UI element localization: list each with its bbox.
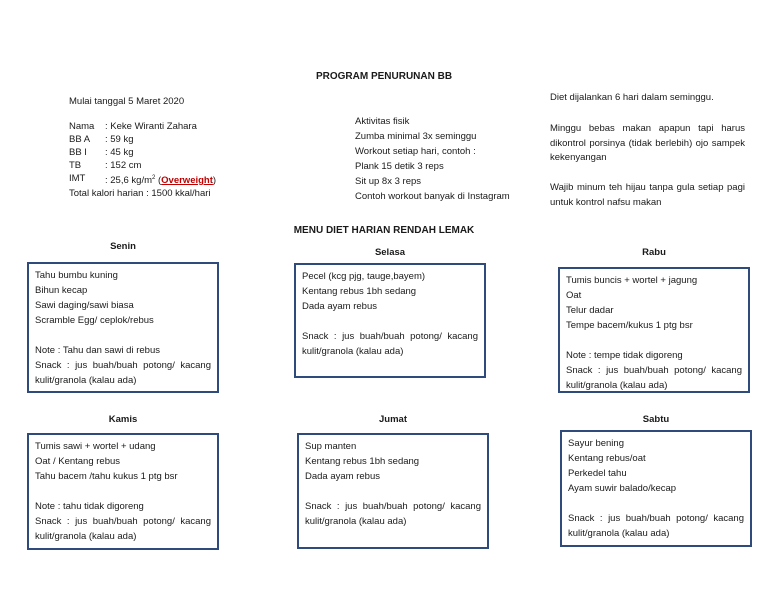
menu-item: Tahu bacem /tahu kukus 1 ptg bsr — [35, 471, 178, 482]
activity-line: Sit up 8x 3 reps — [355, 176, 422, 187]
menu-item: Sawi daging/sawi biasa — [35, 300, 134, 311]
menu-snack: Snack : jus buah/buah potong/ kacang kulit/granola (kalau ada) — [568, 513, 744, 539]
profile-name-row — [69, 120, 216, 133]
menu-item: Tumis buncis + wortel + jagung — [566, 275, 698, 286]
menu-item: Tempe bacem/kukus 1 ptg bsr — [566, 320, 693, 331]
profile-bba-label: BB A — [69, 134, 91, 145]
profile-imt-value — [105, 172, 216, 187]
profile-bbi-row — [69, 146, 216, 159]
profile-bbi-label: BB I — [69, 147, 87, 158]
spacer — [35, 328, 211, 343]
profile-bbi-value: : 45 kg — [105, 147, 134, 158]
profile-imt-sup: 2 — [152, 175, 156, 181]
menu-item: Tahu bumbu kuning — [35, 270, 118, 281]
activity-block — [355, 114, 510, 204]
profile-tb-label: TB — [69, 160, 82, 171]
day-title-rabu: Rabu — [642, 247, 666, 258]
menu-item: Ayam suwir balado/kecap — [568, 483, 677, 494]
menu-item: Sup manten — [305, 441, 357, 452]
activity-line: Zumba minimal 3x seminggu — [355, 131, 477, 142]
spacer — [568, 496, 744, 511]
menu-item: Kentang rebus 1bh sedang — [302, 286, 417, 297]
menu-item: Sayur bening — [568, 438, 624, 449]
profile-imt-close: ) — [212, 175, 217, 187]
note-green-tea: Wajib minum teh hijau tanpa gula setiap pagi untuk kontrol nafsu makan — [550, 182, 745, 208]
menu-box-rabu — [558, 267, 750, 393]
menu-item: Bihun kecap — [35, 285, 88, 296]
day-title-selasa: Selasa — [374, 247, 406, 258]
profile-imt-number: : 25,6 kg/m — [105, 175, 152, 187]
spacer — [305, 484, 481, 499]
menu-item: Perkedel tahu — [568, 468, 627, 479]
menu-title: MENU DIET HARIAN RENDAH LEMAK — [293, 225, 475, 236]
note-free-sunday: Minggu bebas makan apapun tapi harus dikontrol porsinya (tidak berlebih) ojo sampek kekenyangan — [550, 123, 745, 163]
start-date: Mulai tanggal 5 Maret 2020 — [69, 96, 185, 107]
menu-box-jumat — [297, 433, 489, 549]
menu-box-selasa — [294, 263, 486, 378]
menu-snack: Snack : jus buah/buah potong/ kacang kulit/granola (kalau ada) — [302, 331, 478, 357]
day-title-sabtu: Sabtu — [642, 414, 670, 425]
page-title: PROGRAM PENURUNAN BB — [315, 71, 453, 82]
profile-bba-row — [69, 133, 216, 146]
menu-box-sabtu — [560, 430, 752, 547]
menu-item: Kentang rebus/oat — [568, 453, 646, 464]
menu-snack: Snack : jus buah/buah potong/ kacang kulit/granola (kalau ada) — [35, 516, 211, 542]
menu-item: Oat / Kentang rebus — [35, 456, 121, 467]
overweight-status: Overweight — [161, 175, 213, 187]
menu-item: Scramble Egg/ ceplok/rebus — [35, 315, 154, 326]
day-title-kamis: Kamis — [108, 414, 138, 425]
menu-note: Note : tahu tidak digoreng — [35, 501, 144, 512]
menu-snack: Snack : jus buah/buah potong/ kacang kulit/granola (kalau ada) — [566, 365, 742, 391]
activity-line: Aktivitas fisik — [355, 116, 410, 127]
menu-box-senin — [27, 262, 219, 393]
menu-item: Telur dadar — [566, 305, 614, 316]
profile-imt-label: IMT — [69, 173, 86, 184]
spacer — [566, 333, 742, 348]
activity-line: Workout setiap hari, contoh : — [355, 146, 476, 157]
menu-note: Note : Tahu dan sawi di rebus — [35, 345, 160, 356]
profile-name-value: : Keke Wiranti Zahara — [105, 121, 197, 132]
menu-item: Tumis sawi + wortel + udang — [35, 441, 156, 452]
activity-line: Contoh workout banyak di Instagram — [355, 191, 510, 202]
note-diet-days: Diet dijalankan 6 hari dalam seminggu. — [550, 92, 714, 103]
profile-block — [69, 120, 216, 200]
profile-bba-value: : 59 kg — [105, 134, 134, 145]
menu-item: Oat — [566, 290, 582, 301]
menu-item: Pecel (kcg pjg, tauge,bayem) — [302, 271, 426, 282]
menu-snack: Snack : jus buah/buah potong/ kacang kulit/granola (kalau ada) — [305, 501, 481, 527]
profile-name-label: Nama — [69, 121, 95, 132]
menu-item: Dada ayam rebus — [305, 471, 380, 482]
spacer — [302, 314, 478, 329]
menu-snack: Snack : jus buah/buah potong/ kacang kulit/granola (kalau ada) — [35, 360, 211, 386]
menu-item: Kentang rebus 1bh sedang — [305, 456, 420, 467]
menu-note: Note : tempe tidak digoreng — [566, 350, 683, 361]
profile-imt-open: ( — [155, 175, 162, 187]
activity-line: Plank 15 detik 3 reps — [355, 161, 444, 172]
day-title-senin: Senin — [110, 241, 136, 252]
profile-tb-value: : 152 cm — [105, 160, 142, 171]
total-calories: Total kalori harian : 1500 kkal/hari — [69, 188, 211, 200]
profile-tb-row — [69, 159, 216, 172]
spacer — [35, 484, 211, 499]
menu-box-kamis — [27, 433, 219, 550]
profile-imt-row — [69, 172, 216, 187]
menu-item: Dada ayam rebus — [302, 301, 377, 312]
day-title-jumat: Jumat — [379, 414, 407, 425]
